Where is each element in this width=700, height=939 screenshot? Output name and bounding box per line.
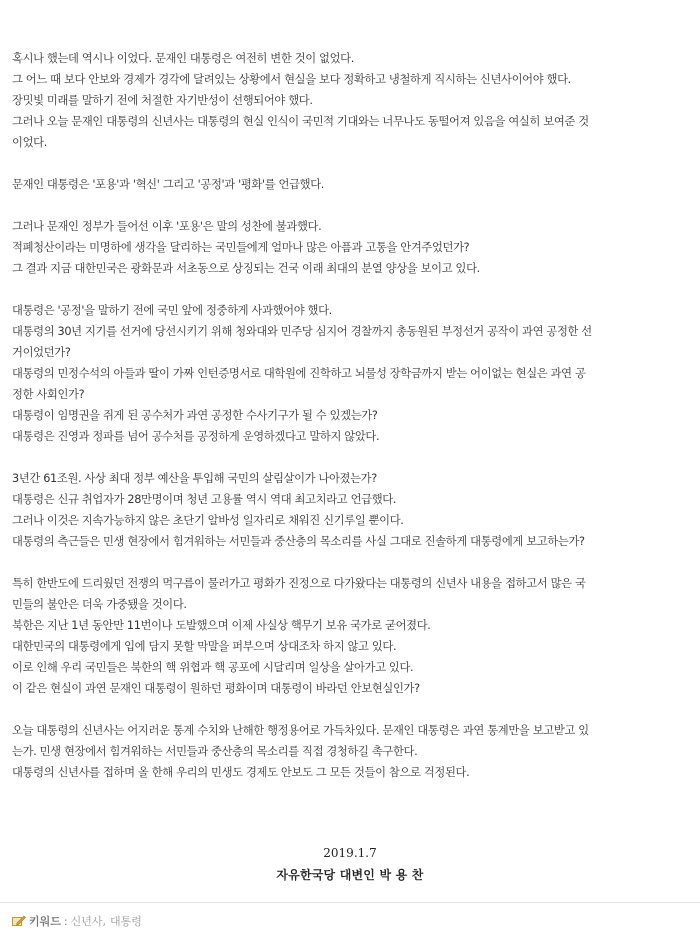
footer-divider xyxy=(0,902,700,903)
statement-line: 그러나 이것은 지속가능하지 않은 초단기 알바성 일자리로 채워진 신기루일 뿐이다. xyxy=(12,514,404,527)
keyword-item[interactable]: 대통령 xyxy=(109,915,142,928)
statement-line: 적폐청산이라는 미명하에 생각을 달리하는 국민들에게 얼마나 많은 아픔과 고통을 안겨주었던가? xyxy=(12,241,470,254)
statement-line: 대통령의 민정수석의 아들과 딸이 가짜 인턴증명서로 대학원에 진학하고 뇌물성 장학금까지 받는 어이없는 현실은 과연 공 xyxy=(12,367,586,380)
statement-paragraph xyxy=(12,720,688,783)
pencil-note-icon xyxy=(12,915,26,927)
statement-line: 대통령의 신년사를 접하며 올 한해 우리의 민생도 경제도 안보도 그 모든 것들이 참으로 걱정된다. xyxy=(12,766,470,779)
statement-line: 혹시나 했는데 역시나 이었다. 문재인 대통령은 여전히 변한 것이 없었다. xyxy=(12,52,354,65)
statement-line: 그러나 오늘 문재인 대통령의 신년사는 대통령의 현실 인식이 국민적 기대와는 너무나도 동떨어져 있음을 여실히 보여준 것 xyxy=(12,115,589,128)
statement-line: 이었다. xyxy=(12,136,47,149)
statement-line: 대통령은 진영과 정파를 넘어 공수처를 공정하게 운영하겠다고 말하지 않았다. xyxy=(12,430,380,443)
spokesperson-signature: 자유한국당 대변인 박 용 찬 xyxy=(276,868,424,882)
statement-paragraph xyxy=(12,48,688,153)
statement-date: 2019.1.7 xyxy=(323,846,377,860)
statement-line: 북한은 지난 1년 동안만 11번이나 도발했으며 이제 사실상 핵무기 보유 국가로 굳어졌다. xyxy=(12,619,431,632)
statement-paragraph xyxy=(12,174,688,195)
statement-paragraph xyxy=(12,216,688,279)
statement-line: 대통령의 30년 지기를 선거에 당선시키기 위해 청와대와 민주당 심지어 경찰까지 총동원된 부정선거 공작이 과연 공정한 선 xyxy=(12,325,592,338)
statement-line: 거이었던가? xyxy=(12,346,71,359)
keyword-separator: : xyxy=(63,914,68,928)
statement-paragraph xyxy=(12,300,688,447)
keyword-item[interactable]: 신년사, xyxy=(70,915,106,928)
statement-line: 그 결과 지금 대한민국은 광화문과 서초동으로 상징되는 건국 이래 최대의 분열 양상을 보이고 있다. xyxy=(12,262,480,275)
statement-line: 오늘 대통령의 신년사는 어지러운 통계 수치와 난해한 행정용어로 가득차있다. 문재인 대통령은 과연 통계만을 보고받고 있 xyxy=(12,724,589,737)
statement-line: 민들의 불안은 더욱 가중됐을 것이다. xyxy=(12,598,187,611)
statement-line: 대통령의 측근들은 민생 현장에서 힘겨워하는 서민들과 중산층의 목소리를 사실 그대로 진솔하게 대통령에게 보고하는가? xyxy=(12,535,585,548)
statement-paragraph xyxy=(12,573,688,699)
statement-paragraph xyxy=(12,468,688,552)
statement-line: 특히 한반도에 드리웠던 전쟁의 먹구름이 물러가고 평화가 진정으로 다가왔다는 대통령의 신년사 내용을 접하고서 많은 국 xyxy=(12,577,586,590)
statement-body xyxy=(12,48,688,804)
statement-line: 3년간 61조원. 사상 최대 정부 예산을 투입해 국민의 살림살이가 나아졌는가? xyxy=(12,472,377,485)
statement-line: 그 어느 때 보다 안보와 경제가 경각에 달려있는 상황에서 현실을 보다 정확하고 냉철하게 직시하는 신년사이어야 했다. xyxy=(12,73,571,86)
statement-line: 대한민국의 대통령에게 입에 담지 못할 막말을 퍼부으며 상대조차 하지 않고 있다. xyxy=(12,640,397,653)
statement-line: 이로 인해 우리 국민들은 북한의 핵 위협과 핵 공포에 시달리며 일상을 살아가고 있다. xyxy=(12,661,414,674)
keyword-label: 키워드 xyxy=(29,915,61,928)
keyword-bar xyxy=(12,911,142,931)
statement-line: 는가. 민생 현장에서 힘겨워하는 서민들과 중산층의 목소리를 직접 경청하길 촉구한다. xyxy=(12,745,418,758)
statement-line: 정한 사회인가? xyxy=(12,388,85,401)
statement-line: 대통령이 임명권을 쥐게 된 공수처가 과연 공정한 수사기구가 될 수 있겠는가? xyxy=(12,409,378,422)
statement-line: 문재인 대통령은 '포용'과 '혁신' 그리고 '공정'과 '평화'를 언급했다. xyxy=(12,178,325,191)
statement-line: 대통령은 '공정'을 말하기 전에 국민 앞에 정중하게 사과했어야 했다. xyxy=(12,304,332,317)
statement-line: 이 같은 현실이 과연 문재인 대통령이 원하던 평화이며 대통령이 바라던 안보현실인가? xyxy=(12,682,420,695)
statement-line: 대통령은 신규 취업자가 28만명이며 청년 고용률 역시 역대 최고치라고 언급했다. xyxy=(12,493,397,506)
statement-line: 그러나 문재인 정부가 들어선 이후 '포용'은 말의 성찬에 불과했다. xyxy=(12,220,322,233)
statement-line: 장밋빛 미래를 말하기 전에 처절한 자기반성이 선행되어야 했다. xyxy=(12,94,313,107)
